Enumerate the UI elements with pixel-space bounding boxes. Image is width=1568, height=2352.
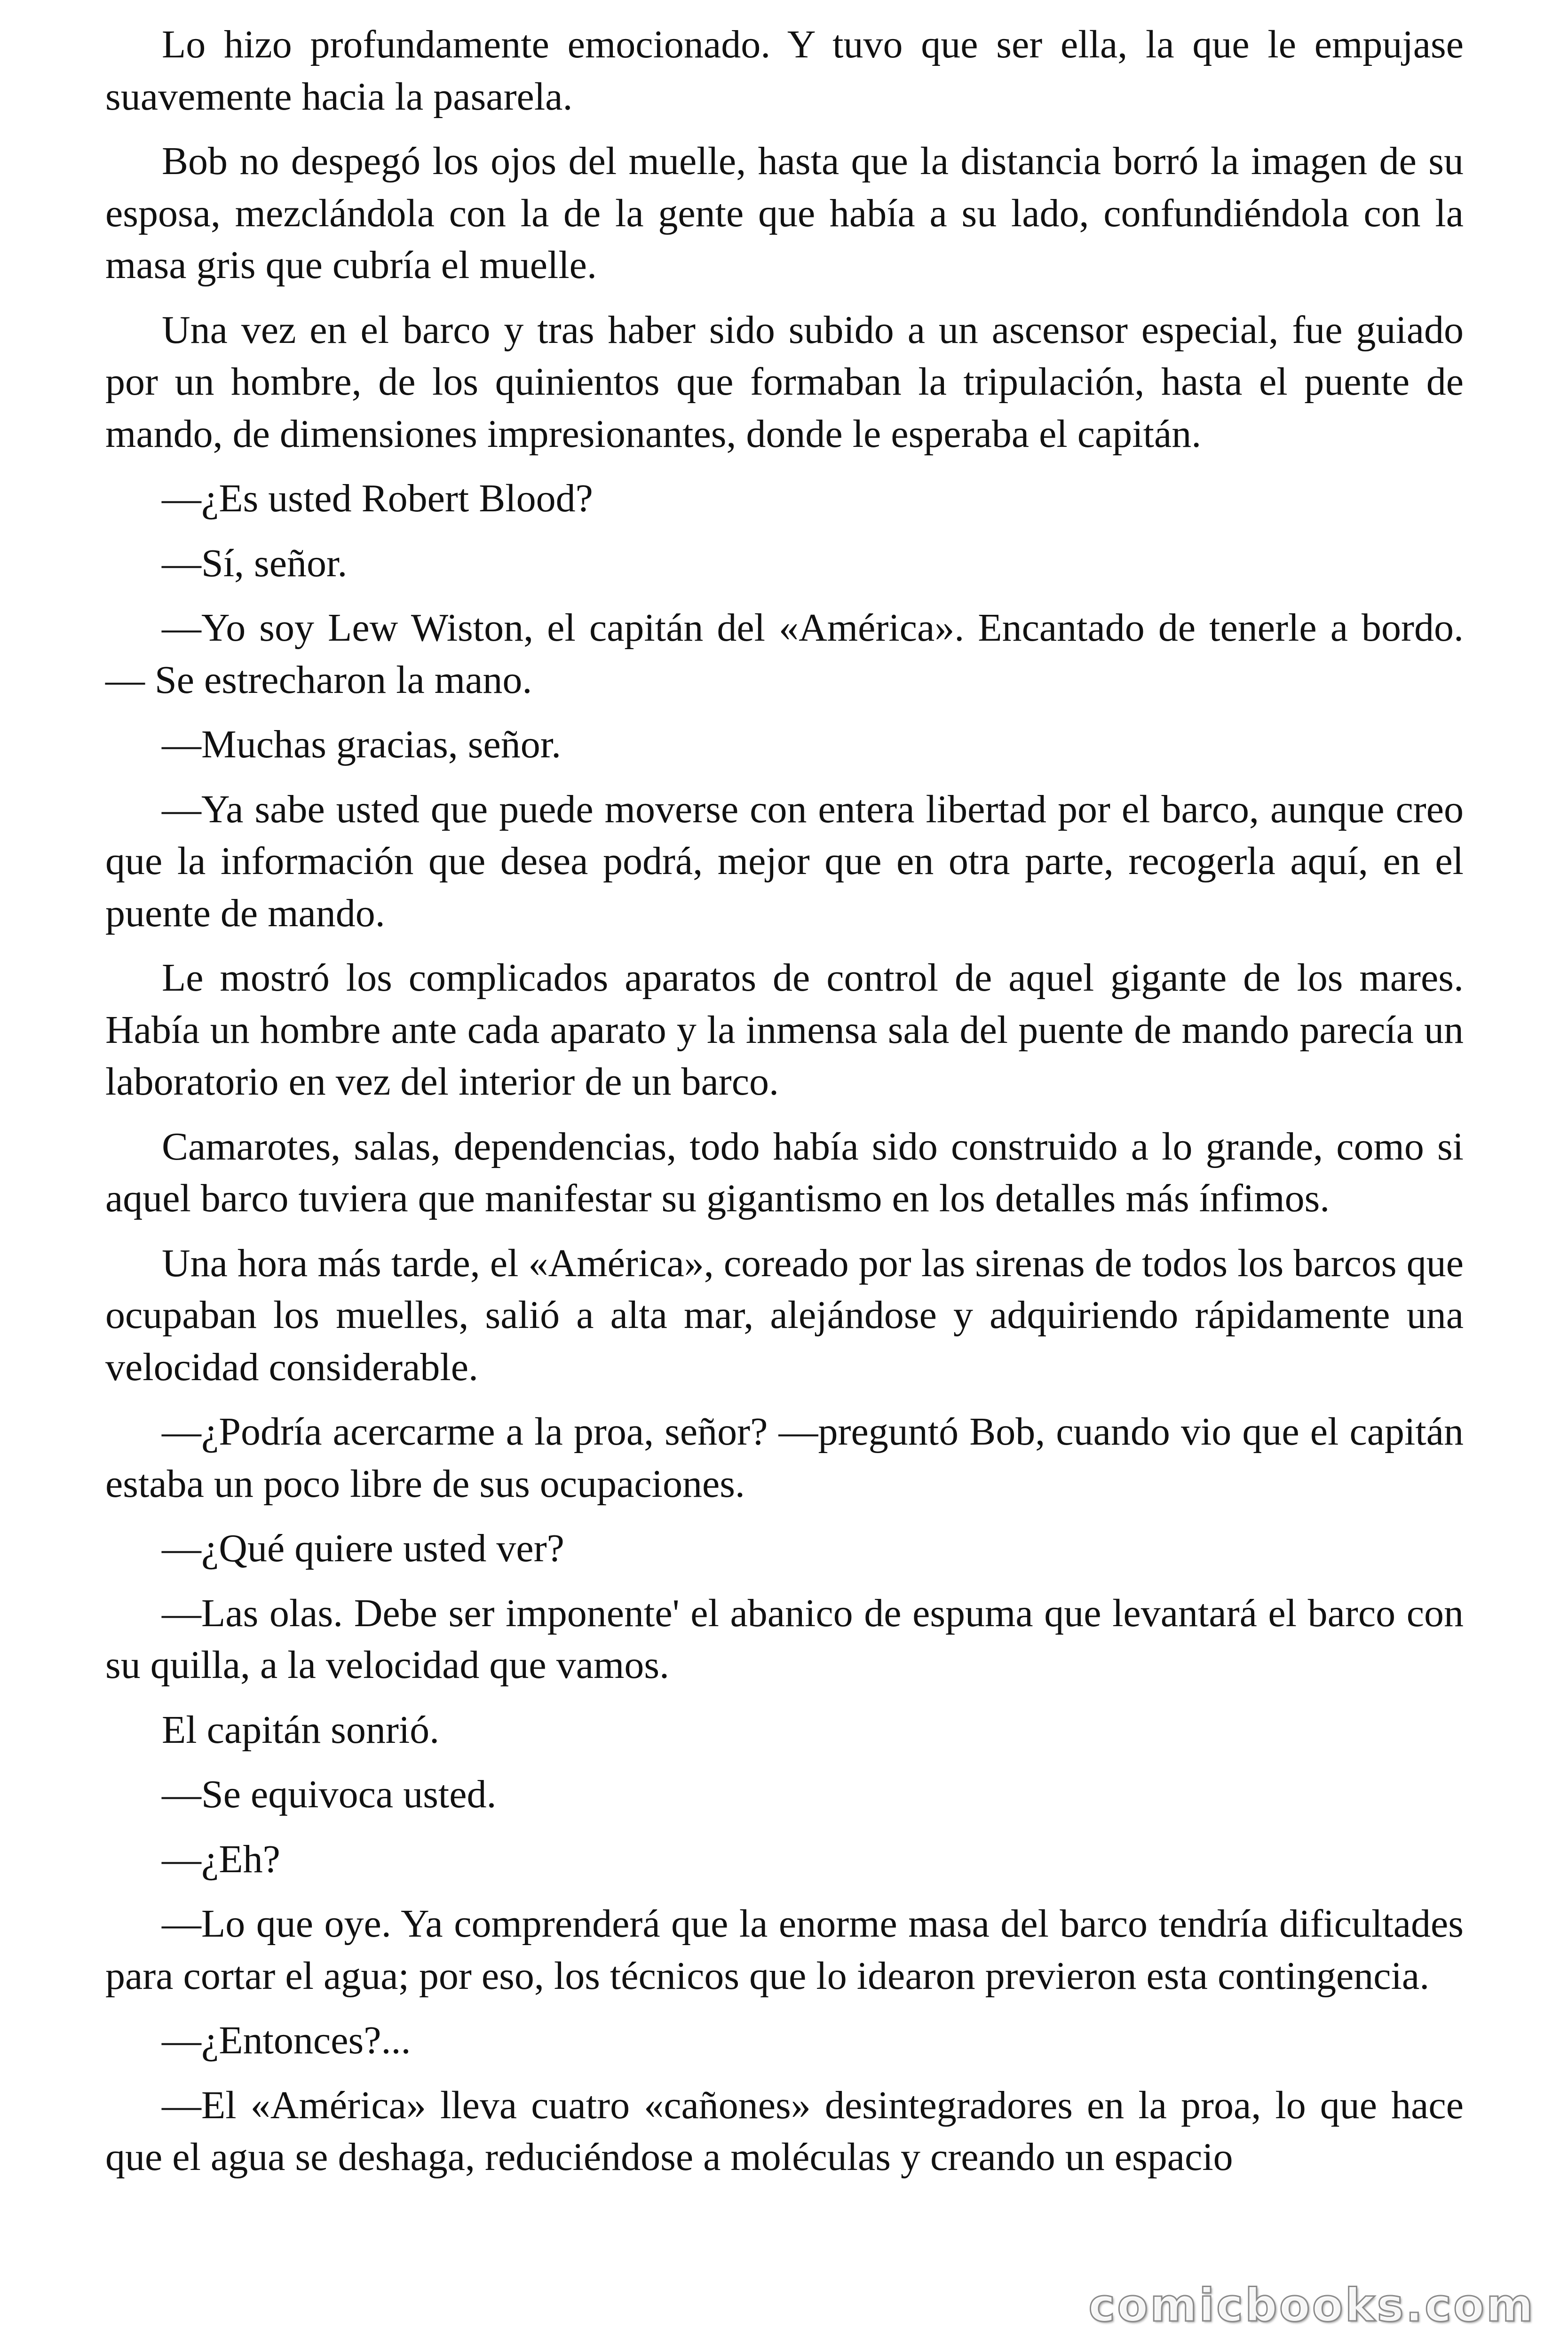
dialogue-line: —¿Qué quiere usted ver? — [162, 1526, 564, 1570]
dialogue-line: —Se equivoca usted. — [162, 1772, 497, 1816]
dialogue-line: —Yo soy Lew Wiston, el capitán del «América». Encantado de tenerle a bordo. — Se estrecharon la mano. — [105, 606, 1464, 702]
dialogue-line: —Las olas. Debe ser imponente' el abanico de espuma que levantará el barco con su quilla, a la velocidad que vamos. — [105, 1591, 1464, 1687]
dialogue-line: —¿Es usted Robert Blood? — [162, 477, 593, 520]
paragraph: Le mostró los complicados aparatos de control de aquel gigante de los mares. Había un hombre ante cada aparato y la inmensa sala del puente de mando parecía un laboratorio en vez del interior de un barco. — [105, 956, 1464, 1104]
paragraph: Bob no despegó los ojos del muelle, hasta que la distancia borró la imagen de su esposa, mezclándola con la de la gente que había a su lado, confundiéndola con la masa gris que cubría el muelle. — [105, 139, 1464, 287]
dialogue-line: —¿Podría acercarme a la proa, señor? —preguntó Bob, cuando vio que el capitán estaba un poco libre de sus ocupaciones. — [105, 1410, 1464, 1506]
book-page-text — [105, 19, 1464, 2184]
dialogue-line: —Sí, señor. — [162, 541, 348, 585]
paragraph: Una hora más tarde, el «América», coreado por las sirenas de todos los barcos que ocupaban los muelles, salió a alta mar, alejándose y adquiriendo rápidamente una velocidad considerable. — [105, 1241, 1464, 1389]
dialogue-line: —El «América» lleva cuatro «cañones» desintegradores en la proa, lo que hace que el agua se deshaga, reduciéndose a moléculas y creando un espacio — [105, 2083, 1464, 2179]
dialogue-line: —Lo que oye. Ya comprenderá que la enorme masa del barco tendría dificultades para cortar el agua; por eso, los técnicos que lo idearon previeron esta contingencia. — [105, 1902, 1464, 1998]
paragraph: El capitán sonrió. — [162, 1708, 440, 1752]
paragraph: Una vez en el barco y tras haber sido subido a un ascensor especial, fue guiado por un hombre, de los quinientos que formaban la tripulación, hasta el puente de mando, de dimensiones impresionantes, donde le esperaba el capitán. — [105, 308, 1464, 456]
dialogue-line: —Ya sabe usted que puede moverse con entera libertad por el barco, aunque creo que la información que desea podrá, mejor que en otra parte, recogerla aquí, en el puente de mando. — [105, 787, 1464, 935]
dialogue-line: —¿Eh? — [162, 1837, 280, 1881]
dialogue-line: —Muchas gracias, señor. — [162, 723, 562, 766]
paragraph: Lo hizo profundamente emocionado. Y tuvo que ser ella, la que le empujase suavemente hacia la pasarela. — [105, 23, 1464, 119]
dialogue-line: —¿Entonces?... — [162, 2018, 411, 2062]
paragraph: Camarotes, salas, dependencias, todo había sido construido a lo grande, como si aquel barco tuviera que manifestar su gigantismo en los detalles más ínfimos. — [105, 1124, 1464, 1220]
watermark-logo: comicbooks.com — [1088, 2279, 1535, 2332]
